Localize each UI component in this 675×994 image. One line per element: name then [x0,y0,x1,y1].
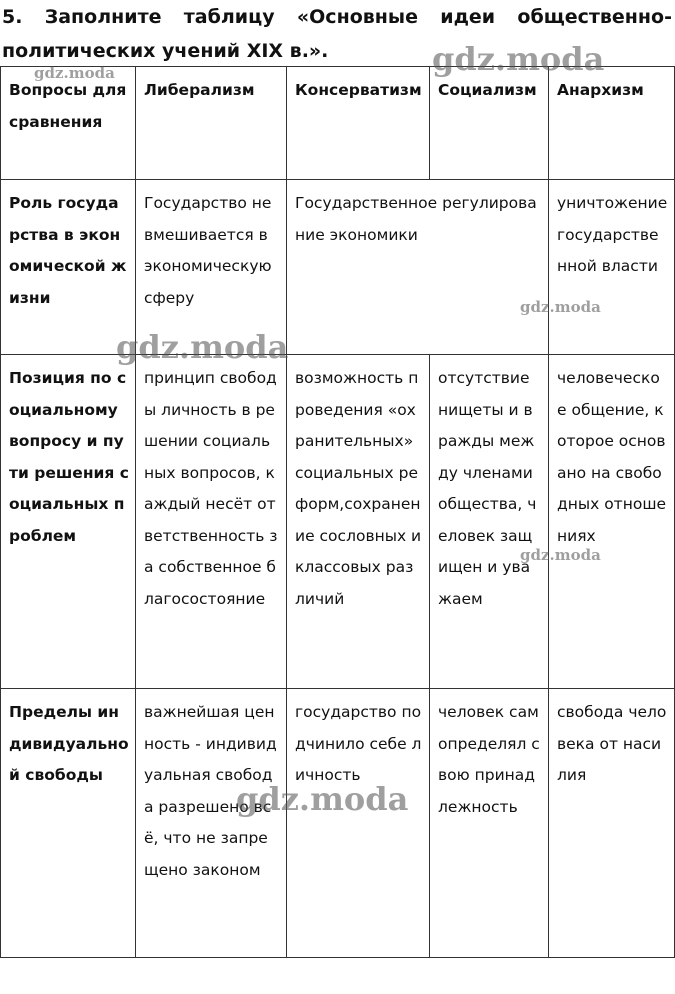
row-question: Позиция по социальному вопросу и пути решения социальных проблем [1,355,136,689]
cell-liberalism: Государство не вмешивается в экономическую сферу [136,180,287,355]
table-row [1,689,675,958]
watermark: gdz.moda [236,780,409,818]
header-liberalism: Либерализм [136,67,287,180]
cell-anarchism: человеческое общение, которое основано на свободных отношениях [549,355,675,689]
title-line-1 [2,0,672,34]
title-word: таблицу [183,6,275,28]
watermark: gdz.moda [116,328,289,366]
watermark: gdz.moda [520,298,601,316]
cell-anarchism: свобода человека от насилия [549,689,675,958]
cell-liberalism: важнейшая ценность - индивидуальная свобода разрешено всё, что не запрещено законом [136,689,287,958]
cell-anarchism: уничтожение государственной власти [549,180,675,355]
cell-socialism: человек сам определял свою принадлежность [430,689,549,958]
row-question: Пределы индивидуальной свободы [1,689,136,958]
cell-conservatism: возможность проведения «охранительных» социальных реформ,сохранение сословных и классовых различий [287,355,430,689]
header-questions: Вопросы для сравнения [1,67,136,180]
table-row [1,355,675,689]
header-anarchism: Анархизм [549,67,675,180]
cell-conservatism-socialism: Государственное регулирование экономики [287,180,549,355]
watermark: gdz.moda [520,546,601,564]
title-word: Заполните [44,6,162,28]
comparison-table [0,66,675,958]
table-row [1,180,675,355]
title-word: 5. [2,6,23,28]
cell-liberalism: принцип свободы личность в решении социальных вопросов, каждый несёт ответственность за собственное благосостояние [136,355,287,689]
title-line-2: политических учений XIX в.». [2,40,329,62]
cell-conservatism: государство подчинило себе личность [287,689,430,958]
cell-socialism: отсутствие нищеты и вражды между членами общества, человек защищен и уважаем [430,355,549,689]
header-conservatism: Консерватизм [287,67,430,180]
watermark: gdz.moda [34,64,115,82]
row-question: Роль государства в экономической жизни [1,180,136,355]
header-socialism: Социализм [430,67,549,180]
title-word: «Основные [296,6,418,28]
watermark: gdz.moda [432,40,605,78]
header-row [1,67,675,180]
title-word: общественно- [517,6,672,28]
title-word: идеи [440,6,496,28]
